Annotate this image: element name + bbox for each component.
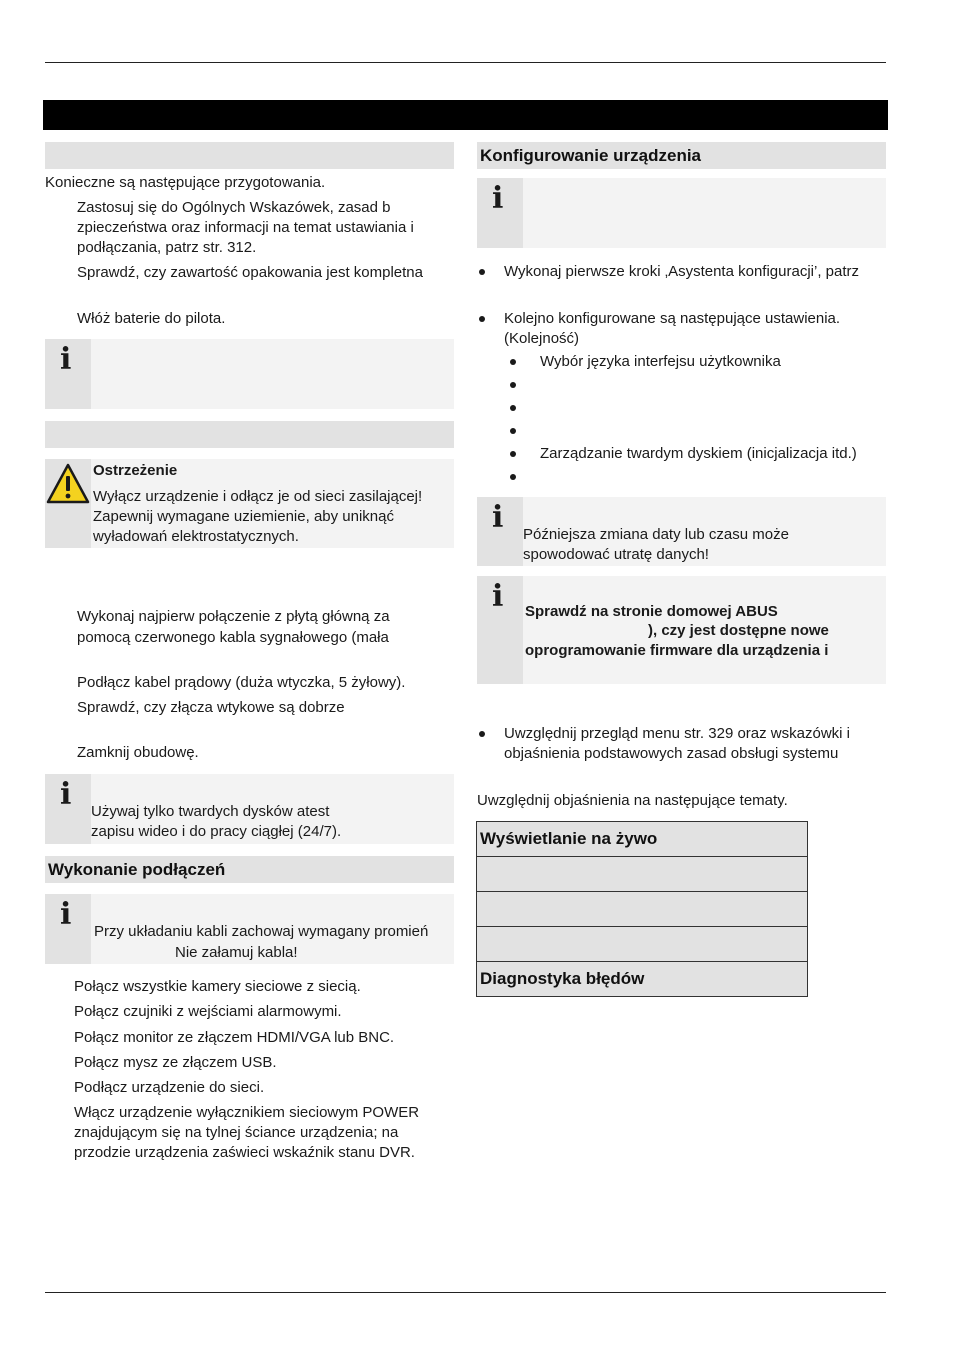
menu-bullet-line: objaśnienia podstawowych zasad obsługi systemu [504, 745, 839, 762]
cable-info-note [45, 894, 454, 964]
settings-order-text: (Kolejność) [504, 330, 580, 347]
bullet-point [479, 316, 485, 322]
connections-header-label: Wykonanie podłączeń [48, 860, 226, 879]
sub-bullet-point [510, 474, 516, 480]
top-rule [45, 62, 886, 63]
info-icon: i [492, 181, 504, 216]
connect-step-line: Połącz mysz ze złączem USB. [74, 1054, 277, 1071]
warning-box [45, 459, 454, 548]
prep-step-line: Sprawdź, czy zawartość opakowania jest kompletna [77, 264, 423, 281]
topic-row [477, 822, 807, 857]
connect-step-line: znajdującym się na tylnej ściance urządzenia; na [74, 1124, 399, 1141]
configuration-header [477, 142, 886, 169]
info-icon-column [477, 497, 523, 566]
warning-icon-column [45, 459, 91, 548]
bottom-rule [45, 1292, 886, 1293]
info-icon: i [60, 897, 72, 932]
bullet-point [479, 269, 485, 275]
install-step-line: Sprawdź, czy złącza wtykowe są dobrze [77, 699, 345, 716]
prep-step-line: podłączania, patrz str. 312. [77, 239, 257, 256]
settings-sub-item: Zarządzanie twardym dyskiem (inicjalizacja itd.) [540, 445, 857, 462]
warning-text-line: Zapewnij wymagane uziemienie, aby uniknąć [93, 508, 394, 525]
info-icon-column [45, 894, 91, 964]
sub-bullet-point [510, 405, 516, 411]
sub-bullet-point [510, 451, 516, 457]
hdd-note-line: zapisu wideo i do pracy ciągłej (24/7). [91, 823, 342, 840]
topic-row [477, 962, 807, 996]
info-icon: i [492, 579, 504, 614]
info-icon: i [60, 342, 72, 377]
date-info-note [477, 497, 886, 566]
info-icon: i [492, 500, 504, 535]
prep-step-line: Włóż baterie do pilota. [77, 310, 226, 327]
connect-step-line: Włącz urządzenie wyłącznikiem sieciowym POWER [74, 1104, 420, 1121]
connect-step-line: Połącz wszystkie kamery sieciowe z siecią. [74, 978, 361, 995]
install-step-line: Wykonaj najpierw połączenie z płytą główną za [77, 608, 390, 625]
date-note-line: Późniejsza zmiana daty lub czasu może [523, 526, 789, 543]
warning-text-line: Wyłącz urządzenie i odłącz je od sieci zasilającej! [93, 488, 423, 505]
warning-text-line: wyładowań elektrostatycznych. [93, 528, 299, 545]
sub-bullet-point [510, 428, 516, 434]
warning-triangle-icon [45, 462, 91, 508]
config-info-note [477, 178, 886, 248]
info-icon-column [477, 178, 523, 248]
topic-row [477, 857, 807, 892]
info-icon-column [45, 339, 91, 409]
topics-intro: Uwzględnij objaśnienia na następujące tematy. [477, 792, 788, 809]
connect-step-line: Połącz monitor ze złączem HDMI/VGA lub BNC. [74, 1029, 395, 1046]
topic-label: Wyświetlanie na żywo [480, 829, 658, 848]
chapter-title-bar [43, 100, 888, 130]
topic-label: Diagnostyka błędów [480, 969, 645, 988]
info-icon: i [60, 777, 72, 812]
cable-note-line: Przy układaniu kabli zachowaj wymagany promień [94, 923, 429, 940]
topic-row [477, 892, 807, 927]
settings-bullet-text: Kolejno konfigurowane są następujące ustawienia. [504, 310, 841, 327]
settings-sub-item: Wybór języka interfejsu użytkownika [540, 353, 781, 370]
wizard-bullet-text: Wykonaj pierwsze kroki ‚Asystenta konfiguracji’, patrz [504, 263, 859, 280]
menu-bullet-line: Uwzględnij przegląd menu str. 329 oraz wskazówki i [504, 725, 850, 742]
info-icon-column [477, 576, 523, 684]
bullet-point [479, 731, 485, 737]
prep-step-line: zpieczeństwa oraz informacji na temat ustawiania i [77, 219, 414, 236]
date-note-line: spowodować utratę danych! [523, 546, 709, 563]
install-step-line: Podłącz kabel prądowy (duża wtyczka, 5 żyłowy). [77, 674, 406, 691]
sub-bullet-point [510, 382, 516, 388]
hdd-note-line: Używaj tylko twardych dysków atest [91, 803, 330, 820]
connect-step-line: Podłącz urządzenie do sieci. [74, 1079, 265, 1096]
info-icon-column [45, 774, 91, 844]
firmware-note-line: ), czy jest dostępne nowe [648, 622, 829, 639]
installation-header [45, 421, 454, 448]
cable-note-line: Nie załamuj kabla! [175, 944, 298, 961]
warning-title: Ostrzeżenie [93, 462, 178, 479]
preparation-header [45, 142, 454, 169]
configuration-header-label: Konfigurowanie urządzenia [480, 146, 702, 165]
connect-step-line: Połącz czujniki z wejściami alarmowymi. [74, 1003, 342, 1020]
prep-step-line: Zastosuj się do Ogólnych Wskazówek, zasad b [77, 199, 391, 216]
topic-row [477, 927, 807, 962]
connect-step-line: przodzie urządzenia zaświeci wskaźnik stanu DVR. [74, 1144, 415, 1161]
hdd-info-note [45, 774, 454, 844]
preparation-intro: Konieczne są następujące przygotowania. [45, 174, 326, 191]
topics-table [476, 821, 808, 997]
install-step-line: pomocą czerwonego kabla sygnałowego (mała [77, 629, 389, 646]
sub-bullet-point [510, 359, 516, 365]
connections-header [45, 856, 454, 883]
install-step-line: Zamknij obudowę. [77, 744, 199, 761]
firmware-info-note [477, 576, 886, 684]
info-note-box [45, 339, 454, 409]
firmware-note-line: oprogramowanie firmware dla urządzenia i [525, 642, 829, 659]
firmware-note-line: Sprawdź na stronie domowej ABUS [525, 603, 778, 620]
